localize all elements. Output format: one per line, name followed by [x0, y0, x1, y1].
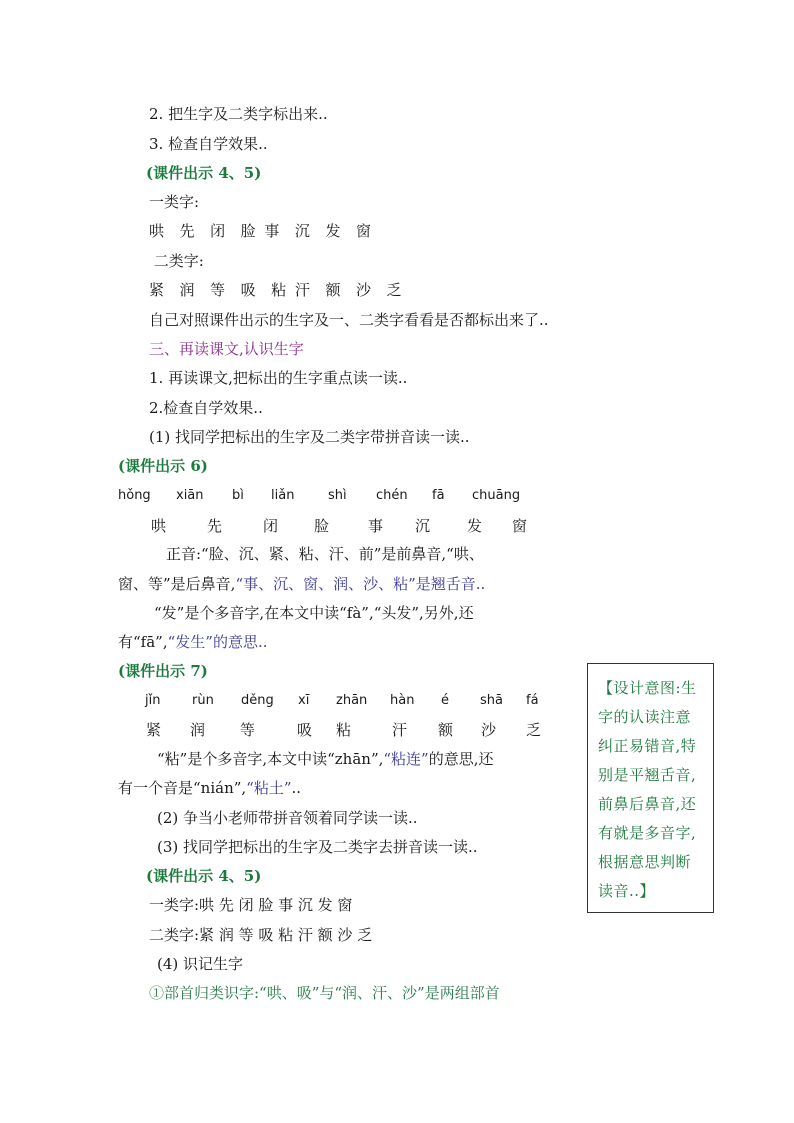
design-intent-line: 纠正易错音,特: [598, 737, 697, 755]
char: 等: [240, 721, 256, 739]
pinyin: chuāng: [472, 488, 521, 503]
polyphone-fa-2: 有“fā”,“发生”的意思..: [118, 633, 268, 651]
pinyin: hàn: [390, 693, 415, 708]
design-intent-line: 字的认读注意: [598, 708, 692, 726]
char: 润: [190, 721, 206, 739]
design-intent-line: 有就是多音字,: [598, 824, 697, 842]
pinyin: shì: [328, 488, 347, 503]
char: 额: [438, 721, 454, 739]
char: 吸: [297, 721, 313, 739]
pinyin: fá: [526, 693, 539, 708]
char: 乏: [526, 721, 542, 739]
design-intent-line: 根据意思判断: [598, 853, 692, 871]
slide-note-7: (课件出示 7): [118, 662, 208, 680]
step-2b: 2.检查自学效果..: [149, 399, 263, 417]
char: 粘: [336, 721, 352, 739]
class-two-label: 二类字:: [149, 252, 204, 270]
char: 沉: [415, 517, 431, 535]
polyphone-fa-1: “发”是个多音字,在本文中读“fà”,“头发”,另外,还: [154, 604, 474, 622]
pinyin: hǒng: [118, 488, 151, 503]
pinyin: chén: [376, 488, 408, 503]
pinyin: shā: [480, 693, 503, 708]
char: 汗: [392, 721, 408, 739]
pronunciation-note-1: 正音:“脸、沉、紧、粘、汗、前”是前鼻音,“哄、: [166, 545, 484, 563]
char: 先: [207, 517, 223, 535]
design-intent-box: [587, 663, 714, 913]
section-heading-3: 三、再读课文,认识生字: [149, 340, 304, 358]
polyphone-zhan-2: 有一个音是“nián”,“粘土”..: [118, 779, 302, 797]
sub-step-2: (2) 争当小老师带拼音领着同学读一读..: [157, 809, 418, 827]
sub-step-4: (4) 识记生字: [157, 955, 244, 973]
step-1: 1. 再读课文,把标出的生字重点读一读..: [149, 369, 408, 387]
slide-note-6: (课件出示 6): [118, 457, 208, 475]
pinyin: rùn: [192, 693, 214, 708]
char: 哄: [151, 517, 167, 535]
class-one-chars: 哄 先 闭 脸 事 沉 发 窗: [149, 222, 373, 240]
step-2: 2. 把生字及二类字标出来..: [149, 105, 328, 123]
design-intent-line: 读音..】: [598, 882, 656, 900]
pinyin: bì: [232, 488, 244, 503]
pinyin: xiān: [176, 488, 204, 503]
char: 发: [467, 517, 483, 535]
sub-step-1: (1) 找同学把标出的生字及二类字带拼音读一读..: [149, 428, 470, 446]
slide-note-4-5b: (课件出示 4、5): [146, 867, 262, 885]
char: 闭: [263, 517, 279, 535]
class-one-label: 一类字:: [149, 193, 200, 211]
design-intent-line: 【设计意图:生: [598, 679, 697, 697]
char: 脸: [314, 517, 330, 535]
char: 紧: [146, 721, 162, 739]
char: 事: [368, 517, 384, 535]
sub-step-3: (3) 找同学把标出的生字及二类字去拼音读一读..: [157, 838, 478, 856]
pinyin: xī: [298, 693, 310, 708]
slide-note-4-5: (课件出示 4、5): [146, 164, 262, 182]
design-intent-line: 别是平翘舌音,: [598, 766, 697, 784]
pinyin: liǎn: [271, 488, 295, 503]
radical-grouping: ①部首归类识字:“哄、吸”与“润、汗、沙”是两组部首: [149, 984, 500, 1002]
char: 窗: [512, 517, 528, 535]
polyphone-zhan-1: “粘”是个多音字,本文中读“zhān”,“粘连”的意思,还: [157, 750, 494, 768]
class-two-chars: 紧 润 等 吸 粘 汗 额 沙 乏: [149, 281, 404, 299]
pinyin: é: [441, 693, 449, 708]
pinyin: zhān: [336, 693, 368, 708]
step-3: 3. 检查自学效果..: [149, 135, 268, 153]
pinyin: jǐn: [145, 693, 161, 708]
class-one-review: 一类字:哄 先 闭 脸 事 沉 发 窗: [149, 896, 353, 914]
pinyin: děng: [241, 693, 274, 708]
pronunciation-note-2: 窗、等”是后鼻音,“事、沉、窗、润、沙、粘”是翘舌音..: [118, 575, 486, 593]
design-intent-line: 前鼻后鼻音,还: [598, 795, 697, 813]
pinyin: fā: [432, 488, 445, 503]
self-check: 自己对照课件出示的生字及一、二类字看看是否都标出来了..: [149, 311, 549, 329]
char: 沙: [481, 721, 497, 739]
class-two-review: 二类字:紧 润 等 吸 粘 汗 额 沙 乏: [149, 926, 373, 944]
